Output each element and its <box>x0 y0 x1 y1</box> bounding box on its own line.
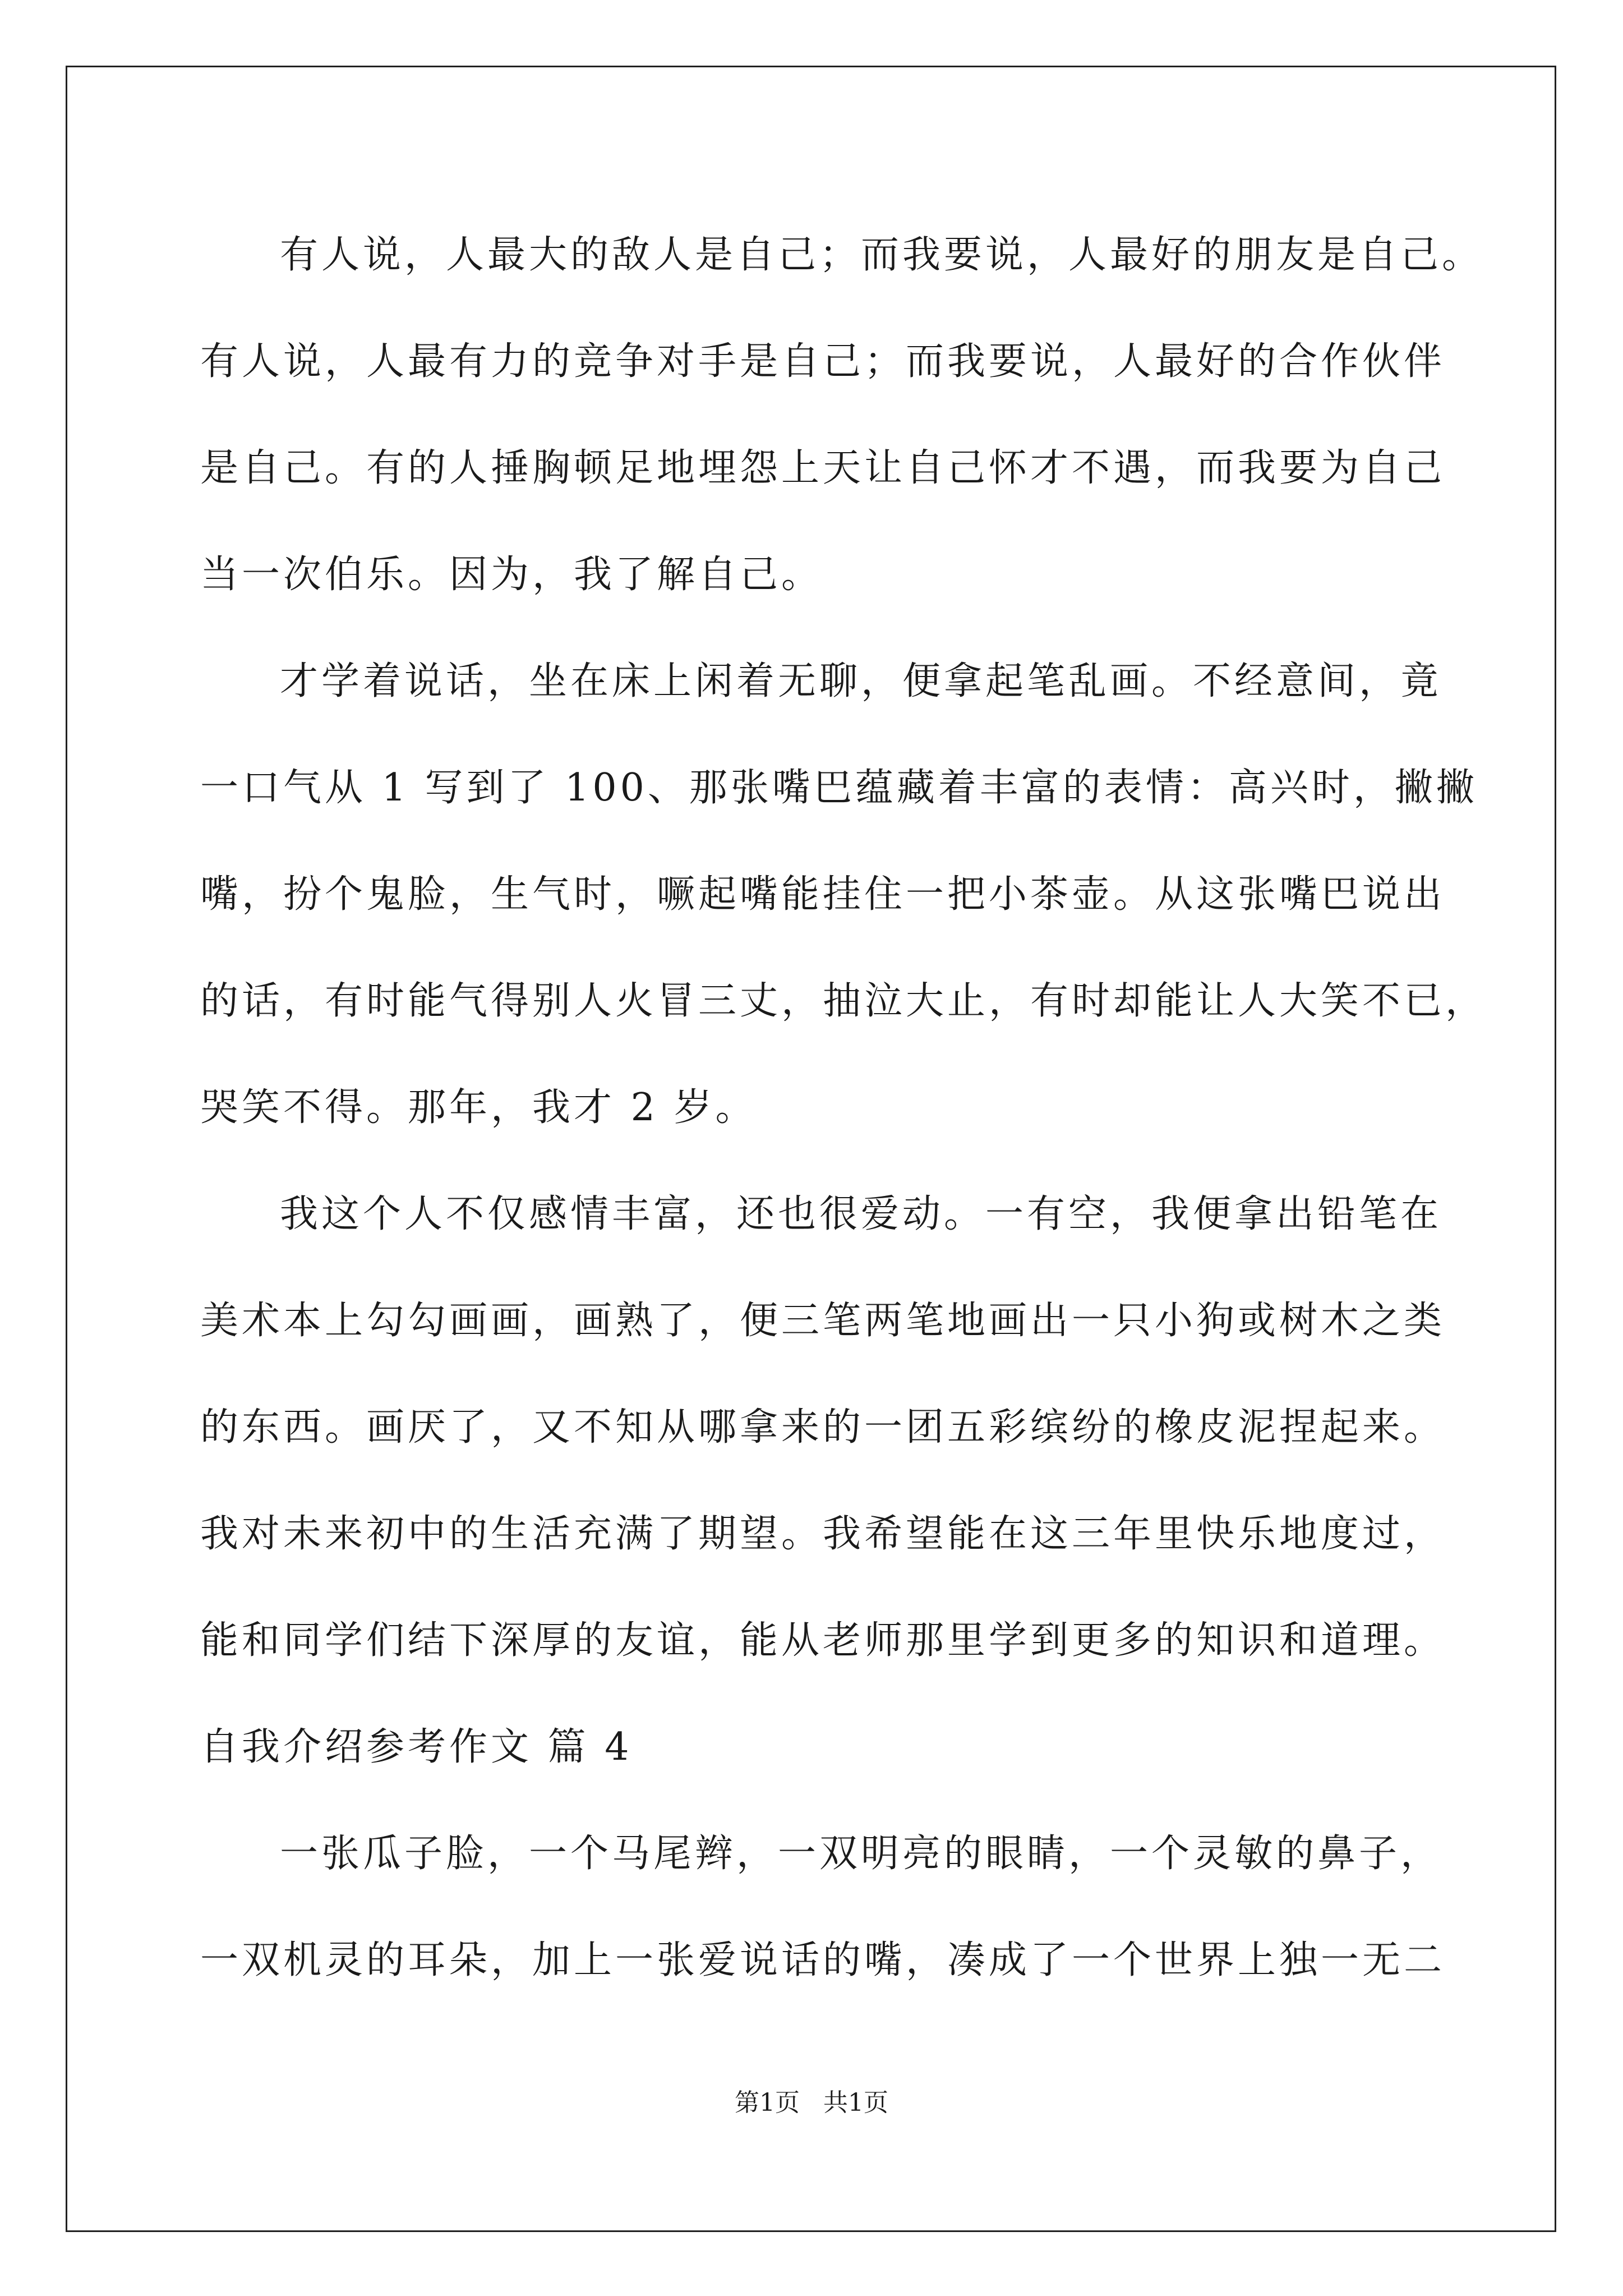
paragraph-line: 一张瓜子脸，一个马尾辫，一双明亮的眼睛，一个灵敏的鼻子， <box>280 1832 1442 1876</box>
paragraph-line: 我这个人不仅感情丰富，还也很爱动。一有空，我便拿出铅笔在 <box>280 1192 1442 1236</box>
paragraph-line: 是自己。有的人捶胸顿足地埋怨上天让自己怀才不遇，而我要为自己 <box>200 446 1446 490</box>
paragraph-line: 有人说，人最有力的竞争对手是自己；而我要说，人最好的合作伙伴 <box>200 339 1446 384</box>
paragraph-line: 嘴，扮个鬼脸，生气时，噘起嘴能挂住一把小茶壶。从这张嘴巴说出 <box>200 872 1446 917</box>
paragraph-line: 我对未来初中的生活充满了期望。我希望能在这三年里快乐地度过， <box>200 1512 1446 1556</box>
section-heading: 自我介绍参考作文 篇 4 <box>200 1725 633 1769</box>
paragraph-line: 一双机灵的耳朵，加上一张爱说话的嘴，凑成了一个世界上独一无二 <box>200 1938 1446 1982</box>
paragraph-line: 当一次伯乐。因为，我了解自己。 <box>200 553 823 597</box>
page-footer: 第1页 共1页 <box>735 2088 888 2117</box>
paragraph-line: 能和同学们结下深厚的友谊，能从老师那里学到更多的知识和道理。 <box>200 1618 1446 1663</box>
document-body <box>200 202 1487 2014</box>
paragraph-line: 哭笑不得。那年，我才 2 岁。 <box>200 1085 757 1130</box>
paragraph-line: 的话，有时能气得别人火冒三丈，抽泣大止，有时却能让人大笑不已， <box>200 979 1487 1023</box>
paragraph-line: 的东西。画厌了，又不知从哪拿来的一团五彩缤纷的橡皮泥捏起来。 <box>200 1405 1446 1450</box>
paragraph-line: 才学着说话，坐在床上闲着无聊，便拿起笔乱画。不经意间，竟 <box>280 659 1442 703</box>
paragraph-line: 有人说，人最大的敌人是自己；而我要说，人最好的朋友是自己。 <box>280 233 1484 277</box>
paragraph-line: 美术本上勾勾画画，画熟了，便三笔两笔地画出一只小狗或树木之类 <box>200 1299 1446 1343</box>
paragraph-line: 一口气从 1 写到了 100、那张嘴巴蕴藏着丰富的表情：高兴时，撇撇 <box>200 766 1478 810</box>
